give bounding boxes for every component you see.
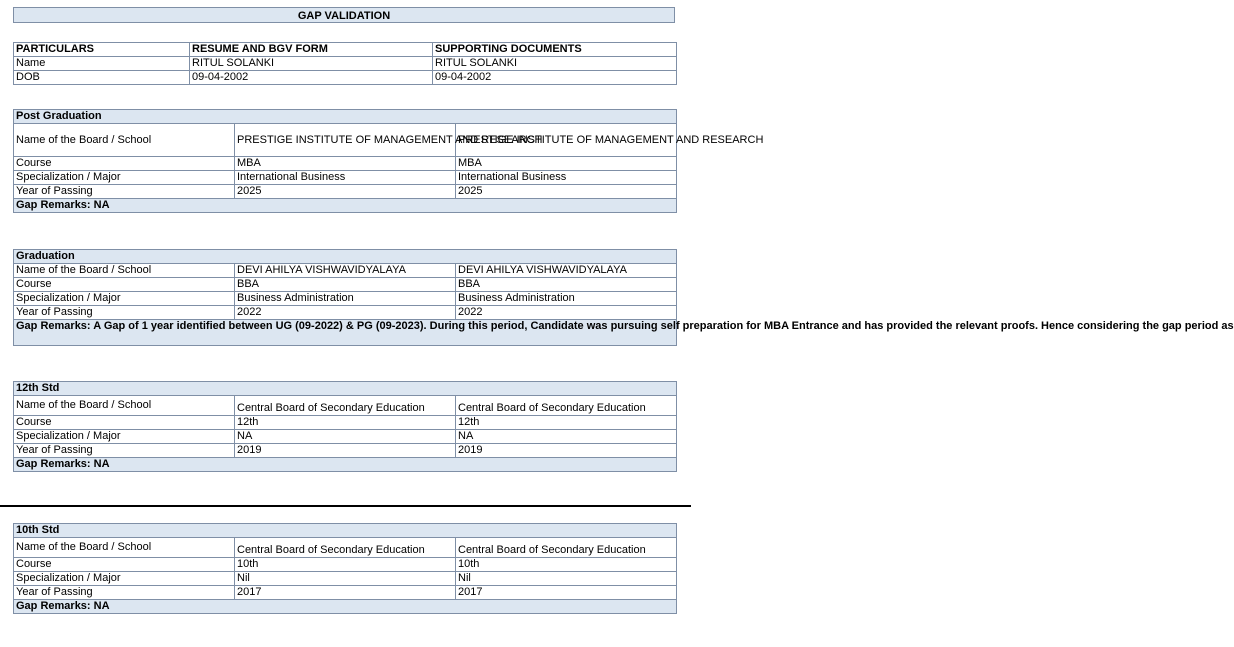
particulars-table (13, 42, 677, 85)
header-supporting: SUPPORTING DOCUMENTS (433, 43, 677, 57)
supporting-value: 09-04-2002 (433, 71, 677, 85)
section-heading: Graduation (14, 250, 677, 264)
row-label: Year of Passing (14, 586, 235, 600)
resume-value: Central Board of Secondary Education (235, 538, 456, 558)
supporting-value: MBA (456, 157, 677, 171)
table-row (14, 124, 677, 157)
section-heading: 12th Std (14, 382, 677, 396)
row-label: Year of Passing (14, 185, 235, 199)
resume-value: PRESTIGE INSTITUTE OF MANAGEMENT AND RESEARCH (235, 124, 456, 157)
row-label: Course (14, 278, 235, 292)
supporting-value: Central Board of Secondary Education (456, 538, 677, 558)
gap-remarks-row (14, 600, 677, 614)
gap-remarks: Gap Remarks: NA (14, 199, 677, 213)
header-particulars: PARTICULARS (14, 43, 190, 57)
supporting-value: BBA (456, 278, 677, 292)
resume-value: 2022 (235, 306, 456, 320)
row-label: Name of the Board / School (14, 396, 235, 416)
page-title: GAP VALIDATION (13, 7, 675, 23)
row-label: Course (14, 416, 235, 430)
resume-value: 10th (235, 558, 456, 572)
resume-value: 12th (235, 416, 456, 430)
gap-remarks: Gap Remarks: NA (14, 458, 677, 472)
row-label: Course (14, 157, 235, 171)
resume-value: MBA (235, 157, 456, 171)
supporting-value: NA (456, 430, 677, 444)
row-label: DOB (14, 71, 190, 85)
supporting-value: PRESTIGE INSTITUTE OF MANAGEMENT AND RESEARCH (456, 124, 677, 157)
resume-value: BBA (235, 278, 456, 292)
row-label: Specialization / Major (14, 171, 235, 185)
post-graduation-table (13, 109, 764, 213)
table-row (14, 444, 677, 458)
resume-value: Business Administration (235, 292, 456, 306)
table-row (14, 185, 677, 199)
supporting-value: 12th (456, 416, 677, 430)
resume-value: Nil (235, 572, 456, 586)
supporting-value: 2017 (456, 586, 677, 600)
gap-remarks: Gap Remarks: A Gap of 1 year identified between UG (09-2022) & PG (09-2023). During this period, Candidate was pursuing self preparation for MBA Entrance and has provided the relevant proofs. Hence considering the gap period as (16, 320, 1234, 332)
supporting-value: Central Board of Secondary Education (456, 396, 677, 416)
supporting-value: International Business (456, 171, 677, 185)
row-label: Specialization / Major (14, 292, 235, 306)
section-divider (0, 505, 691, 507)
supporting-value: 2025 (456, 185, 677, 199)
table-row (14, 396, 677, 416)
resume-value: 09-04-2002 (190, 71, 433, 85)
resume-value: RITUL SOLANKI (190, 57, 433, 71)
table-row (14, 306, 677, 320)
resume-value: 2019 (235, 444, 456, 458)
gap-remarks: Gap Remarks: NA (14, 600, 677, 614)
table-row (14, 558, 677, 572)
std12-table (13, 381, 677, 472)
table-row (14, 292, 677, 306)
supporting-value: 2022 (456, 306, 677, 320)
row-label: Name (14, 57, 190, 71)
section-heading: 10th Std (14, 524, 677, 538)
header-row (14, 43, 677, 57)
row-label: Name of the Board / School (14, 264, 235, 278)
row-label: Name of the Board / School (14, 124, 235, 157)
table-row (14, 71, 677, 85)
table-row (14, 157, 677, 171)
header-resume: RESUME AND BGV FORM (190, 43, 433, 57)
supporting-value: Nil (456, 572, 677, 586)
resume-value: NA (235, 430, 456, 444)
row-label: Name of the Board / School (14, 538, 235, 558)
supporting-value: 10th (456, 558, 677, 572)
supporting-value: Business Administration (456, 292, 677, 306)
std10-table (13, 523, 677, 614)
gap-remarks-row (14, 458, 677, 472)
gap-remarks-row (14, 199, 677, 213)
gap-remarks-row (14, 320, 677, 346)
row-label: Year of Passing (14, 444, 235, 458)
table-row (14, 538, 677, 558)
table-row (14, 572, 677, 586)
resume-value: 2025 (235, 185, 456, 199)
supporting-value: RITUL SOLANKI (433, 57, 677, 71)
supporting-value: 2019 (456, 444, 677, 458)
table-row (14, 278, 677, 292)
resume-value: International Business (235, 171, 456, 185)
table-row (14, 586, 677, 600)
section-heading: Post Graduation (14, 110, 677, 124)
table-row (14, 416, 677, 430)
row-label: Specialization / Major (14, 572, 235, 586)
resume-value: DEVI AHILYA VISHWAVIDYALAYA (235, 264, 456, 278)
table-row (14, 264, 677, 278)
table-row (14, 171, 677, 185)
supporting-value: DEVI AHILYA VISHWAVIDYALAYA (456, 264, 677, 278)
row-label: Specialization / Major (14, 430, 235, 444)
resume-value: Central Board of Secondary Education (235, 396, 456, 416)
graduation-table (13, 249, 1234, 346)
row-label: Course (14, 558, 235, 572)
row-label: Year of Passing (14, 306, 235, 320)
table-row (14, 430, 677, 444)
table-row (14, 57, 677, 71)
resume-value: 2017 (235, 586, 456, 600)
